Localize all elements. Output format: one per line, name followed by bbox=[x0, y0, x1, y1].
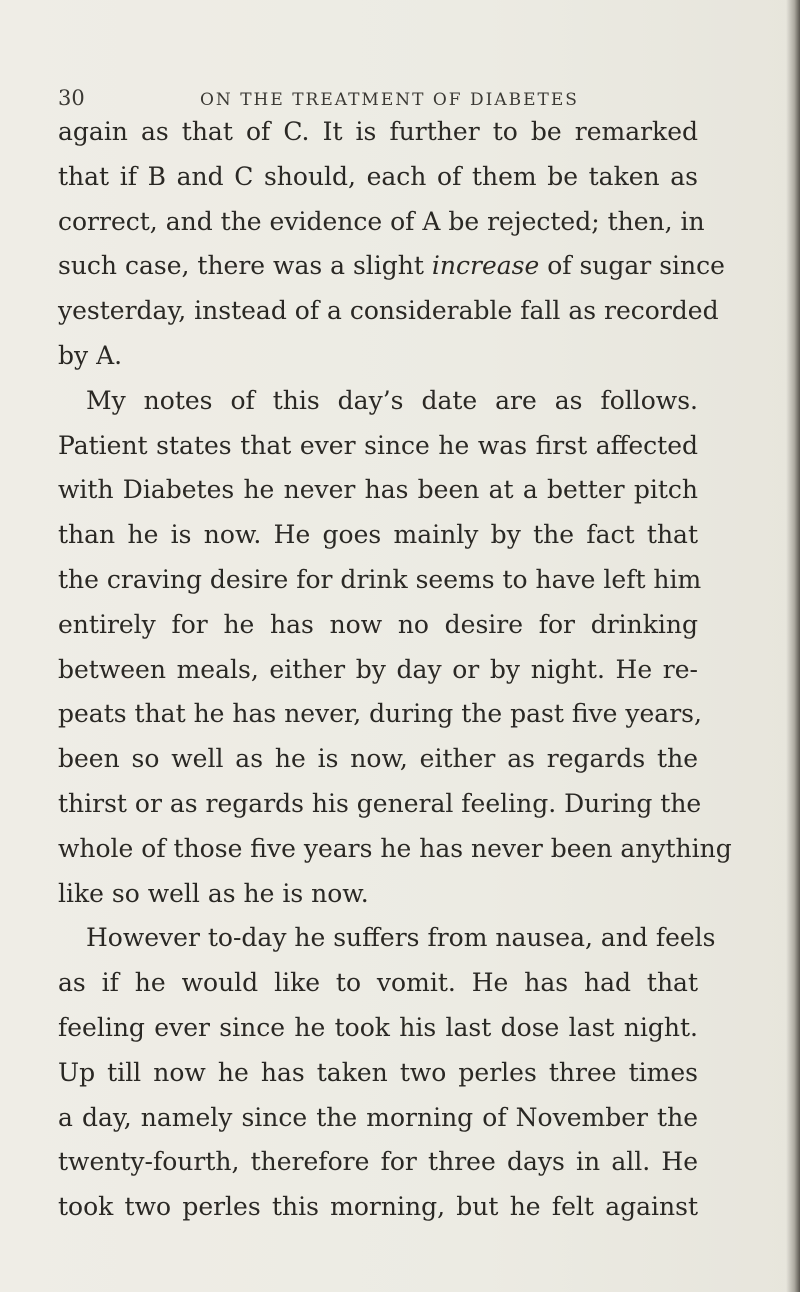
text-line: correct, and the evidence of A be rejected; then, in bbox=[58, 206, 705, 236]
text-line: feeling ever since he took his last dose last night. bbox=[58, 1012, 698, 1042]
text-line: entirely for he has now no desire for drinking bbox=[58, 609, 698, 639]
emphasis-word: increase bbox=[431, 251, 540, 281]
text-fragment: of sugar since bbox=[539, 251, 725, 281]
text-line: as if he would like to vomit. He has had that bbox=[58, 968, 698, 998]
page-number: 30 bbox=[58, 86, 85, 110]
text-line: thirst or as regards his general feeling. During the bbox=[58, 788, 702, 818]
text-line: than he is now. He goes mainly by the fact that bbox=[58, 520, 698, 550]
text-line: again as that of C. It is further to be remarked bbox=[58, 117, 698, 146]
text-line: peats that he has never, during the past five years, bbox=[58, 699, 702, 729]
text-line bbox=[58, 244, 725, 289]
text-line: by A. bbox=[58, 340, 123, 370]
text-line: been so well as he is now, either as regards the bbox=[58, 744, 698, 774]
text-line: Up till now he has taken two perles three times bbox=[58, 1057, 698, 1087]
text-line: a day, namely since the morning of November the bbox=[58, 1102, 698, 1132]
text-line: My notes of this day’s date are as follows. bbox=[86, 385, 698, 415]
running-head: ON THE TREATMENT OF DIABETES bbox=[200, 90, 579, 110]
text-line: like so well as he is now. bbox=[58, 878, 369, 908]
page-edge-shadow bbox=[786, 0, 800, 1292]
body-text bbox=[58, 110, 758, 1230]
text-line: yesterday, instead of a considerable fall as recorded bbox=[58, 296, 719, 326]
text-line: twenty-fourth, therefore for three days in all. He bbox=[58, 1147, 698, 1177]
text-line: whole of those five years he has never been anything bbox=[58, 833, 732, 863]
text-line: with Diabetes he never has been at a better pitch bbox=[58, 475, 698, 505]
text-line: that if B and C should, each of them be taken as bbox=[58, 161, 698, 191]
text-line: However to-day he suffers from nausea, and feels bbox=[86, 923, 716, 953]
text-line: Patient states that ever since he was first affected bbox=[58, 430, 698, 460]
text-fragment: such case, there was a slight bbox=[58, 251, 432, 281]
text-line: took two perles this morning, but he felt against bbox=[58, 1192, 698, 1222]
text-line: between meals, either by day or by night. He re- bbox=[58, 654, 698, 684]
text-line: the craving desire for drink seems to have left him bbox=[58, 564, 702, 594]
